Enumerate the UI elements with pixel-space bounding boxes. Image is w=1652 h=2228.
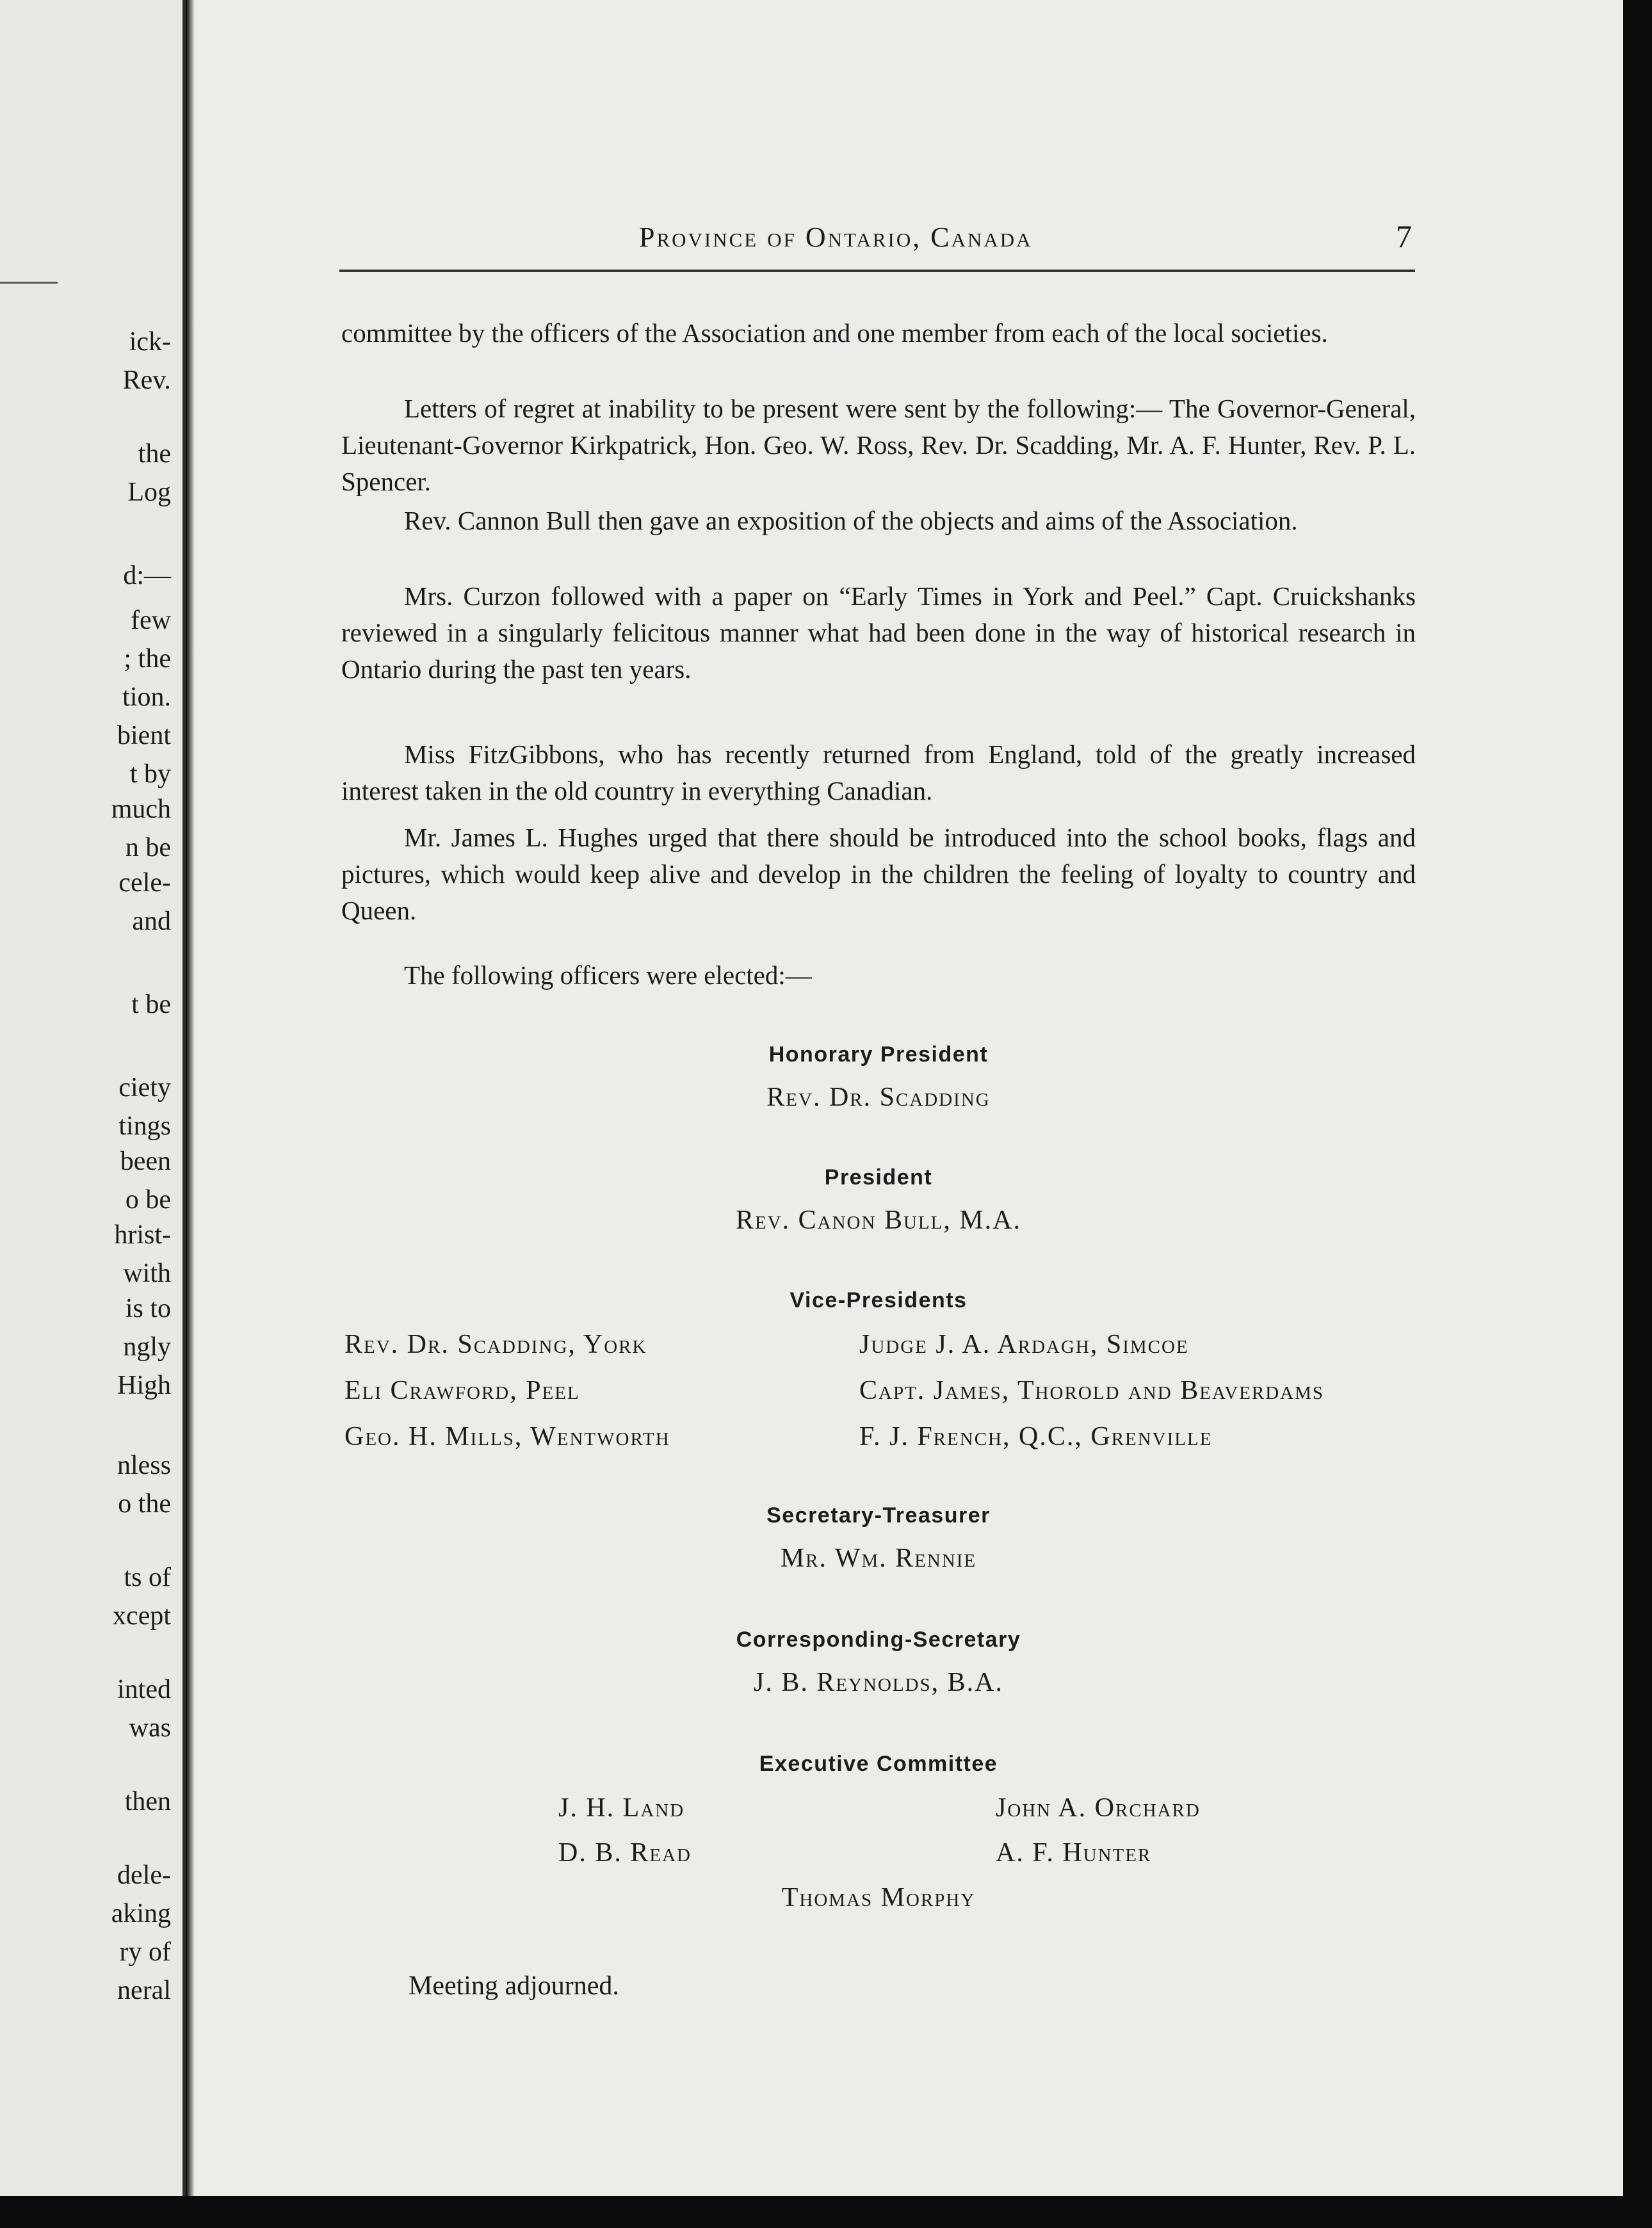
fragment-line: cele- (118, 868, 171, 898)
fragment-line: Log (127, 478, 171, 507)
vice-president-name: Geo. H. Mills, Wentworth (344, 1422, 670, 1451)
paragraph-text: The following officers were elected:— (404, 960, 812, 990)
scan-border (1623, 0, 1652, 2228)
previous-page-fragment (0, 0, 186, 2196)
vice-president-name: F. J. French, Q.C., Grenville (859, 1422, 1213, 1451)
paragraph-text: Miss FitzGibbons, who has recently returned from England, told of the greatly increased interest taken in the old country in everything Canadian. (341, 739, 1416, 805)
fragment-line: o be (125, 1185, 171, 1215)
president-name: Rev. Canon Bull, M.A. (735, 1206, 1022, 1235)
fragment-line: d:— (123, 561, 171, 590)
vice-president-name: Capt. James, Thorold and Beaverdams (859, 1376, 1325, 1405)
honorary-president-name: Rev. Dr. Scadding (766, 1083, 991, 1112)
fragment-line: the (138, 439, 171, 469)
fragment-line: with (123, 1259, 171, 1288)
paragraph (341, 503, 1416, 539)
fragment-line: few (131, 606, 171, 635)
paragraph (341, 957, 1416, 994)
previous-page-rule (0, 282, 58, 284)
header-rule (339, 270, 1415, 272)
executive-member-name: D. B. Read (558, 1838, 692, 1868)
fragment-line: was (129, 1713, 171, 1743)
executive-committee-heading: Executive Committee (759, 1752, 998, 1776)
fragment-line: tings (118, 1111, 171, 1141)
page-number: 7 (1396, 218, 1412, 254)
executive-member-name: John A. Orchard (996, 1793, 1201, 1823)
executive-member-name: J. H. Land (558, 1793, 685, 1823)
fragment-line: o the (118, 1489, 171, 1519)
paragraph-text: Mrs. Curzon followed with a paper on “Early Times in York and Peel.” Capt. Cruickshanks reviewed in a singularly felicitous manner what had been done in the way of historical research in Ontario during the past ten years. (341, 581, 1416, 684)
paragraph (341, 391, 1416, 500)
vice-president-name: Eli Crawford, Peel (344, 1376, 580, 1405)
fragment-line: Rev. (122, 366, 171, 395)
paragraph-text: committee by the officers of the Association and one member from each of the local societies. (341, 318, 1328, 348)
fragment-line: bient (117, 721, 171, 750)
fragment-line: is to (125, 1294, 171, 1323)
vice-presidents-heading: Vice-Presidents (790, 1288, 968, 1312)
fragment-line: dele- (117, 1861, 171, 1890)
corresponding-secretary-heading: Corresponding-Secretary (736, 1627, 1021, 1652)
paragraph (341, 736, 1416, 809)
executive-member-name: A. F. Hunter (996, 1838, 1152, 1868)
fragment-line: ; the (124, 644, 171, 674)
closing-line: Meeting adjourned. (409, 1971, 619, 2001)
fragment-line: t be (131, 990, 171, 1019)
paragraph (341, 819, 1416, 929)
fragment-line: been (120, 1147, 171, 1176)
fragment-line: tion. (122, 682, 171, 712)
paragraph (341, 578, 1416, 688)
fragment-line: inted (117, 1675, 171, 1704)
fragment-line: ngly (123, 1332, 171, 1362)
paragraph-text: Mr. James L. Hughes urged that there should be introduced into the school books, flags and pictures, which would keep alive and develop in the children the feeling of loyalty to country and Queen. (341, 823, 1416, 925)
fragment-line: ciety (118, 1073, 171, 1102)
secretary-treasurer-name: Mr. Wm. Rennie (780, 1544, 977, 1573)
secretary-treasurer-heading: Secretary-Treasurer (766, 1503, 991, 1528)
paragraph-text: Letters of regret at inability to be present were sent by the following:— The Governor-General, Lieutenant-Governor Kirkpatrick, Hon. Geo. W. Ross, Rev. Dr. Scadding, Mr. A. F. Hunter, Rev. P. L. Spencer. (341, 394, 1416, 496)
fragment-line: ry of (119, 1937, 171, 1967)
fragment-line: aking (111, 1899, 171, 1928)
fragment-line: xcept (113, 1601, 171, 1631)
fragment-line: much (111, 795, 171, 824)
honorary-president-heading: Honorary President (768, 1042, 989, 1067)
president-heading: President (824, 1165, 933, 1190)
fragment-line: nless (117, 1451, 171, 1480)
vice-president-name: Judge J. A. Ardagh, Simcoe (859, 1330, 1189, 1359)
paragraph (341, 315, 1416, 351)
executive-member-name: Thomas Morphy (781, 1883, 976, 1912)
running-head: Province of Ontario, Canada (639, 222, 1033, 253)
fragment-line: High (117, 1371, 171, 1400)
fragment-line: then (124, 1787, 171, 1816)
gutter-shadow (187, 0, 195, 2196)
fragment-line: n be (125, 833, 171, 862)
fragment-line: t by (129, 759, 171, 789)
vice-president-name: Rev. Dr. Scadding, York (344, 1330, 647, 1359)
fragment-line: and (132, 907, 171, 936)
fragment-line: hrist- (114, 1220, 171, 1250)
fragment-line: ts of (124, 1563, 171, 1592)
fragment-line: ick- (129, 327, 171, 357)
paragraph-text: Rev. Cannon Bull then gave an exposition of the objects and aims of the Association. (404, 506, 1298, 535)
fragment-line: neral (117, 1976, 171, 2005)
corresponding-secretary-name: J. B. Reynolds, B.A. (753, 1668, 1004, 1697)
